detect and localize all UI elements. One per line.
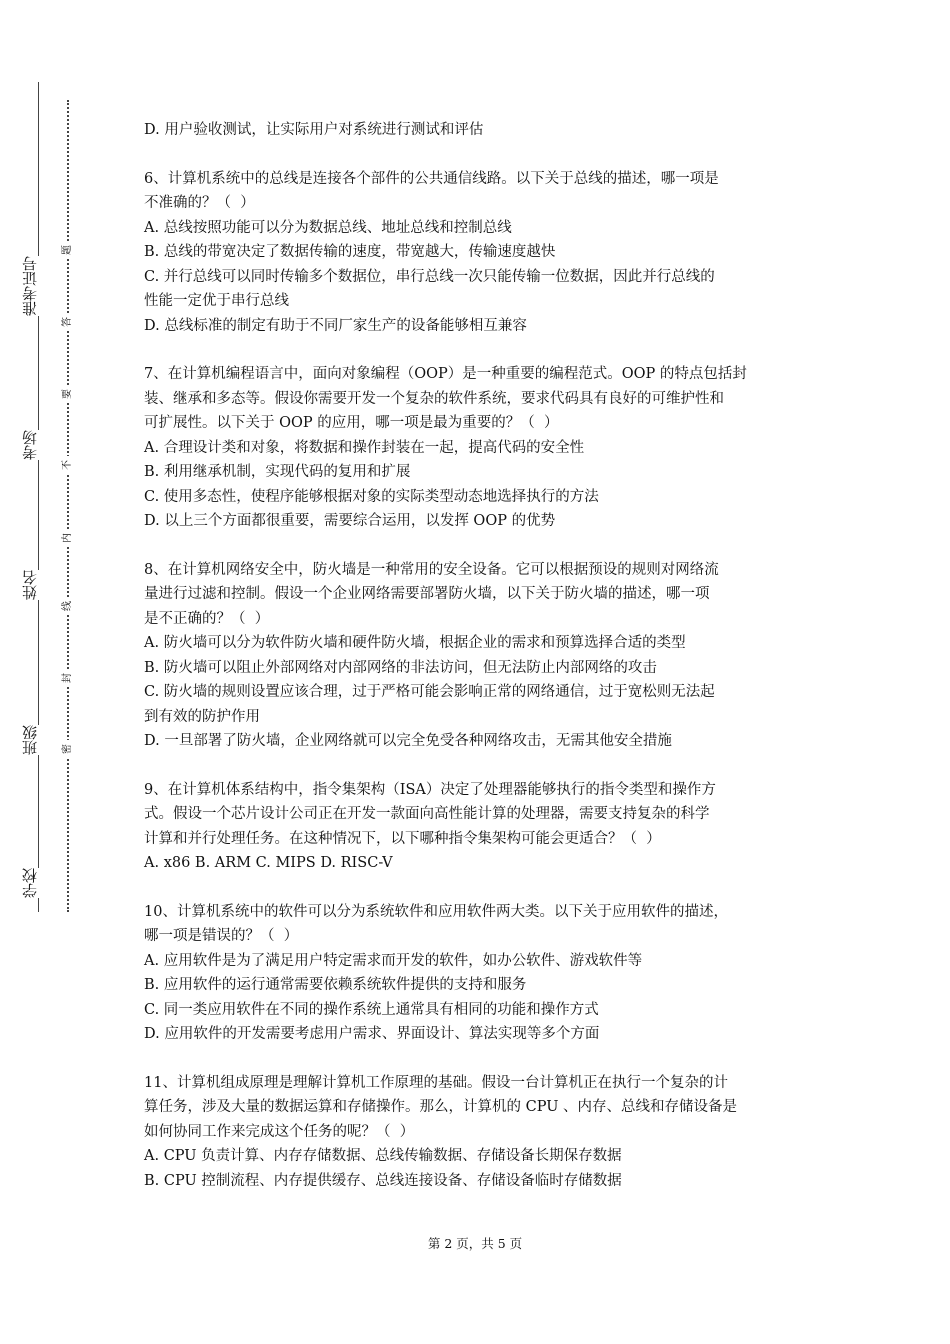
seal-char-mi: 密 [62, 740, 74, 758]
question-stem: 9、在计算机体系结构中，指令集架构（ISA）决定了处理器能够执行的指令类型和操作方 [144, 781, 716, 798]
option-d: D. 应用软件的开发需要考虑用户需求、界面设计、算法实现等多个方面 [144, 1026, 600, 1042]
option-b: B. 应用软件的运行通常需要依赖系统软件提供的支持和服务 [144, 977, 527, 993]
option-b: B. CPU 控制流程、内存提供缓存、总线连接设备、存储设备临时存储数据 [144, 1172, 622, 1189]
option-c: C. 防火墙的规则设置应该合理，过于严格可能会影响正常的网络通信，过于宽松则无法起 [144, 684, 715, 700]
option-b: B. 总线的带宽决定了数据传输的速度，带宽越大，传输速度越快 [144, 244, 556, 260]
option-d: D. 以上三个方面都很重要，需要综合运用，以发挥 OOP 的优势 [144, 513, 556, 529]
option-b: B. 利用继承机制，实现代码的复用和扩展 [144, 464, 411, 480]
option-c: C. 并行总线可以同时传输多个数据位，串行总线一次只能传输一位数据，因此并行总线的 [144, 268, 715, 285]
page-number: 第 2 页，共 5 页 [427, 1236, 523, 1251]
seal-char-xian: 线 [62, 597, 74, 615]
question-stem: 哪一项是错误的？（ ） [144, 928, 299, 944]
option-a: A. 应用软件是为了满足用户特定需求而开发的软件，如办公软件、游戏软件等 [144, 952, 643, 969]
question-11 [144, 1071, 810, 1194]
question-stem: 装、继承和多态等。假设你需要开发一个复杂的软件系统，要求代码具有良好的可维护性和 [144, 390, 724, 407]
option-a: A. 合理设计类和对象，将数据和操作封装在一起，提高代码的安全性 [144, 439, 585, 456]
question-stem: 是不正确的？（ ） [144, 610, 270, 627]
question-stem: 11、计算机组成原理是理解计算机工作原理的基础。假设一台计算机正在执行一个复杂的计 [144, 1074, 728, 1091]
question-stem: 算任务，涉及大量的数据运算和存储操作。那么，计算机的 CPU 、内存、总线和存储设备是 [144, 1099, 738, 1115]
question-stem: 8、在计算机网络安全中，防火墙是一种常用的安全设备。它可以根据预设的规则对网络流 [144, 561, 719, 578]
field-admission-number: 准考证号 [22, 256, 56, 316]
question-stem: 10、计算机系统中的软件可以分为系统软件和应用软件两大类。以下关于应用软件的描述， [144, 903, 728, 920]
option-d: D. 用户验收测试，让实际用户对系统进行测试和评估 [144, 122, 484, 138]
option-a: A. 总线按照功能可以分为数据总线、地址总线和控制总线 [144, 219, 512, 236]
question-stem: 不准确的？（ ） [144, 195, 255, 211]
seal-dotted-line [67, 100, 69, 912]
seal-char-bu: 不 [62, 456, 74, 474]
seal-char-nei: 内 [62, 529, 74, 547]
question-stem: 如何协同工作来完成这个任务的呢？（ ） [144, 1123, 415, 1140]
question-8 [144, 558, 810, 754]
option-c: C. 使用多态性，使程序能够根据对象的实际类型动态地选择执行的方法 [144, 488, 599, 505]
question-stem: 7、在计算机编程语言中，面向对象编程（OOP）是一种重要的编程范式。OOP 的特点包括封 [144, 366, 747, 382]
question-9 [144, 778, 810, 876]
option-c: 到有效的防护作用 [144, 708, 260, 725]
option-a: A. 防火墙可以分为软件防火墙和硬件防火墙，根据企业的需求和预算选择合适的类型 [144, 635, 686, 651]
question-7 [144, 362, 810, 534]
question-stem: 量进行过滤和控制。假设一个企业网络需要部署防火墙，以下关于防火墙的描述，哪一项 [144, 586, 710, 602]
field-exam-room: 考场 [22, 430, 56, 460]
question-stem: 可扩展性。以下关于 OOP 的应用，哪一项是最为重要的？（ ） [144, 415, 559, 431]
question-stem: 计算和并行处理任务。在这种情况下，以下哪种指令集架构可能会更适合？（ ） [144, 830, 661, 847]
seal-char-feng: 封 [62, 669, 74, 687]
field-class: 班级 [22, 725, 56, 755]
seal-char-da: 答 [62, 313, 74, 331]
option-c: 性能一定优于串行总线 [144, 293, 289, 309]
seal-char-yao: 要 [62, 385, 74, 403]
option-a: A. CPU 负责计算、内存存储数据、总线传输数据、存储设备长期保存数据 [144, 1148, 622, 1164]
binding-line [38, 82, 39, 912]
question-stem: 6、计算机系统中的总线是连接各个部件的公共通信线路。以下关于总线的描述，哪一项是 [144, 170, 719, 187]
question-5-tail [144, 118, 810, 143]
question-6 [144, 167, 810, 339]
options: A. x86 B. ARM C. MIPS D. RISC-V [144, 855, 393, 871]
seal-char-ti: 题 [62, 241, 74, 259]
field-name: 姓名 [22, 570, 56, 600]
option-d: D. 总线标准的制定有助于不同厂家生产的设备能够相互兼容 [144, 317, 527, 334]
option-d: D. 一旦部署了防火墙，企业网络就可以完全免受各种网络攻击，无需其他安全措施 [144, 733, 672, 749]
option-b: B. 防火墙可以阻止外部网络对内部网络的非法访问，但无法防止内部网络的攻击 [144, 659, 657, 676]
field-school: 学校 [22, 868, 56, 898]
option-c: C. 同一类应用软件在不同的操作系统上通常具有相同的功能和操作方式 [144, 1001, 599, 1018]
question-content [144, 118, 810, 1193]
question-stem: 式。假设一个芯片设计公司正在开发一款面向高性能计算的处理器，需要支持复杂的科学 [144, 806, 710, 822]
question-10 [144, 900, 810, 1047]
